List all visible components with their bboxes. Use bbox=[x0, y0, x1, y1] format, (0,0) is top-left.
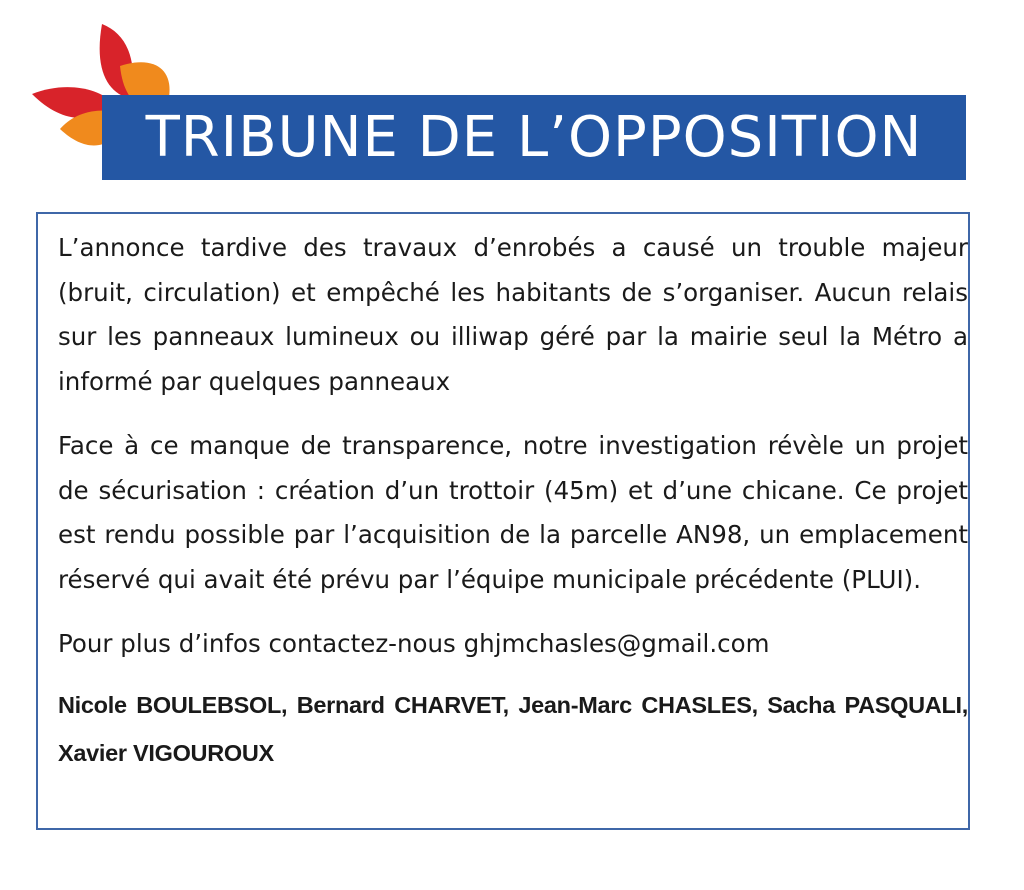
paragraph-investigation: Face à ce manque de transparence, notre investigation révèle un projet de sécurisation : création d’un trottoir (45m) et d’une chicane. Ce projet est rendu possible par l’acquisition de la parcelle AN98, un emplacement réservé qui avait été prévu par l’équipe municipale précédente (PLUI). bbox=[58, 431, 968, 594]
signatures: Nicole BOULEBSOL, Bernard CHARVET, Jean-Marc CHASLES, Sacha PASQUALI, Xavier VIGOUROUX bbox=[58, 691, 968, 766]
title-banner bbox=[102, 95, 966, 180]
page-title: TRIBUNE DE L’OPPOSITION bbox=[145, 104, 923, 170]
article-box bbox=[36, 212, 970, 830]
paragraph-announcement: L’annonce tardive des travaux d’enrobés a causé un trouble majeur (bruit, circulation) et empêché les habitants de s’organiser. Aucun relais sur les panneaux lumineux ou illiwap géré par la mairie seul la Métro a informé par quelques panneaux bbox=[58, 233, 968, 396]
contact-line: Pour plus d’infos contactez-nous ghjmchasles@gmail.com bbox=[58, 629, 770, 658]
